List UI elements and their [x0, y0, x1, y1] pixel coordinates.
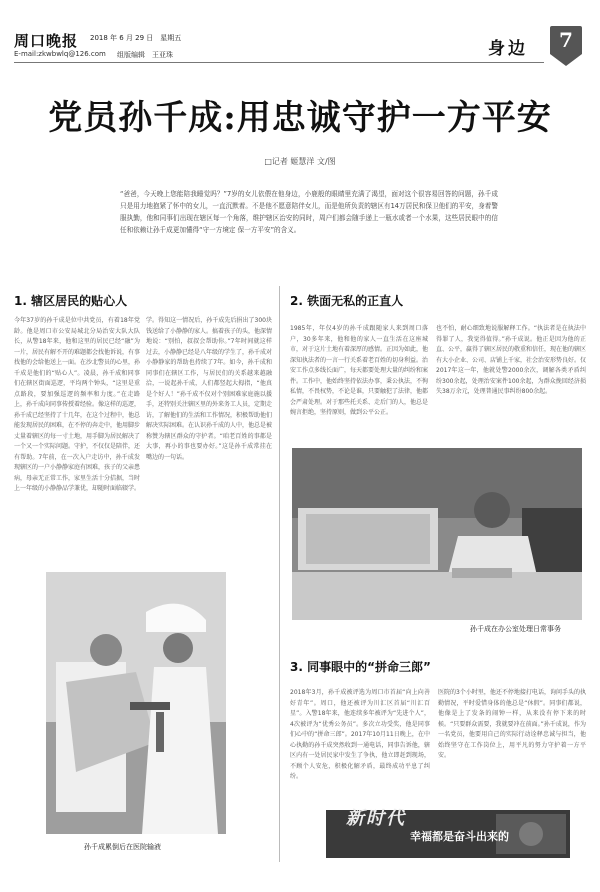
article-byline: □记者 姬慧洋 文/图: [264, 157, 336, 166]
section-name: 身边: [488, 39, 528, 59]
section-2-col1: 1985年，年仅4岁的孙千成跟随家人来到周口落户，30多年来，他和他的家人一直生活在这座城市，对于这片土地有着深厚的感情。正因为如此，他深知执法者的一言一行关系着老百姓的切身利益。治安工作点多线长面广，每天都要处理大量的纠纷和案件。工作中，他始终坚持依法办事，秉公执法，不徇私情，不畏权势，不论是谁，只要触犯了法律，他都会严肃处理。对于那些托关系、走后门的人，他总是婉言拒绝，坚持原则，做到公平公正。: [290, 325, 428, 416]
section-2-col2: 也不怕，耐心细致地说服解释工作。“执法者是在执法中得罪了人，我觉得值得。”孙千成说。他正是因为他的正直、公平，赢得了辖区居民的敬重和信任，现在他的辖区有大小企业、公司、店铺上千家，社会治安形势良好。仅2017年这一年，他就处警2000余次，调解各类矛盾纠纷300余起，处理治安案件100余起，为群众挽回经济损失38万余元，处理普通民事纠纷800余起。: [436, 325, 586, 395]
section-3-col1: 2018年3月，孙千成被评选为周口市首届“向上向善好青年”。周口，他还被评为川汇区首届“川汇百星”。入警18年来，他连续多年被评为“先进个人”，4次被评为“优秀公务员”。多次立功受奖，他是同事们心中的“拼命三郎”。2017年10月11日晚上，在中心执勤的孙千成突然收到一通电话，同事告诉他，辖区内有一处居民家中发生了争执，他立即赶到现场，不顾个人安危，积极化解矛盾，最终成功平息了纠纷。: [290, 689, 430, 780]
article-intro: “爸爸，今天晚上您能陪我睡觉吗？”7岁的女儿依偎在他身边，小鹿般的眼睛里充满了渴望，面对这个很容易回答的问题，孙千成只是用力地抱紧了怀中的女儿，一直沉默着。不是他不愿意陪伴女儿，而是他所负责的辖区有14万居民和保卫他们的平安，身着警服执勤，他和同事们出现在辖区每一个角落，维护辖区治安的同时，周户们都会随手递上一瓶水或者一个水果，这些居民眼中的信任和依赖让孙千成更加懂得“守一方境定 保一方平安”的含义。: [120, 190, 498, 234]
contact-email: E-mail:zkwbwlq@126.com: [14, 50, 106, 58]
office-photo-caption: 孙千成在办公室处理日常事务: [470, 625, 561, 633]
page-number: 7: [559, 28, 573, 52]
office-photo: [292, 448, 582, 620]
section-3-title: 3. 同事眼中的“拼命三郎”: [290, 660, 431, 674]
section-2-title: 2. 铁面无私的正直人: [290, 294, 404, 308]
header-divider: [14, 62, 544, 63]
banner-slogan: 幸福都是奋斗出来的: [410, 830, 509, 843]
section-1-col2: 学。得知这一情况后，孙千成先后捐出了300块钱送给了小静静的家人。搞着孩子的头，他深情地说：“别怕，叔叔会帮助你。”7年时间就这样过去，小静静已经是八年级的学生了，孙千成对小静静家的帮助也持续了7年。如今，孙千成和同事们在辖区工作，与居民们的关系越来越融洽，一说起孙千成，人们都竖起大拇指，“他真是个好人！”孙千成不仅对个别困难家庭施以援手，还特别关注辖区里的外来务工人员，定期走访，了解他们的生活和工作情况，积极帮助他们解决实际困难。在认识孙千成的人中，他总是被称赞为辖区群众的守护者。“咱老百姓的事都是大事，再小的事也要办好。”这是孙千成常挂在嘴边的一句话。: [146, 317, 272, 461]
hospital-photo: [46, 572, 226, 834]
section-1-title: 1. 辖区居民的贴心人: [14, 294, 128, 308]
layout-editor: 组版编辑 王亚珠: [117, 51, 173, 59]
article-headline: 党员孙千成:用忠诚守护一方平安: [48, 98, 552, 138]
issue-date: 2018 年 6 月 29 日 星期五: [90, 34, 182, 42]
column-divider: [279, 286, 280, 862]
newspaper-logo: 周口晚报: [14, 32, 79, 50]
section-1-col1: 今年37岁的孙千成是位中共党员，有着18年党龄。他是周口市公安局城北分局治安大队大队长，从警18年来，他和这里的居民已经“融”为一片，居民有解不开的难题都会找他诉说，有事找他的会给他送上一面。在沙北警员的心里，孙千成是他们的“贴心人”。凌晨，孙千成和同事们在辖区街面巡逻，平均两个钟头，“这里是重点路段，要加强巡逻的频率和力度。”在走路上，孙千成向同事传授着经验。像这样的巡逻，孙千成已经坚持了十几年，在这个过程中，他总能发现居民的困难，在不停的奔走中，他用脚步丈量着辖区的每一寸土地，用手脚为居民解决了一个又一个实际问题。守护，不仅仅是陪伴，还有帮助。7年前，在一次入户走访中，孙千成发现辖区的一户小静静家庭有困难，孩子的父亲患病，母亲无正常工作，家里生活十分拮据，当时上一年级的小静静品学兼优，却随时面临辍学。: [14, 317, 140, 492]
banner-title: 新时代: [346, 808, 406, 829]
hospital-photo-caption: 孙千成累倒后在医院输液: [84, 843, 161, 851]
section-3-col2: 医院的3个小时里，他还不停地接打电话，询问手头的执勤情况，平时爱惜身体的他总是“休假”。同事们都说，他像是上了发条的闹钟一样，从来没有停下来的时候。“只要群众需要，我就要冲在前面。”孙千成说，作为一名党员，他要用自己的实际行动诠释忠诚与担当，他始终坚守在工作岗位上，用平凡的努力守护着一方平安。: [438, 689, 586, 759]
